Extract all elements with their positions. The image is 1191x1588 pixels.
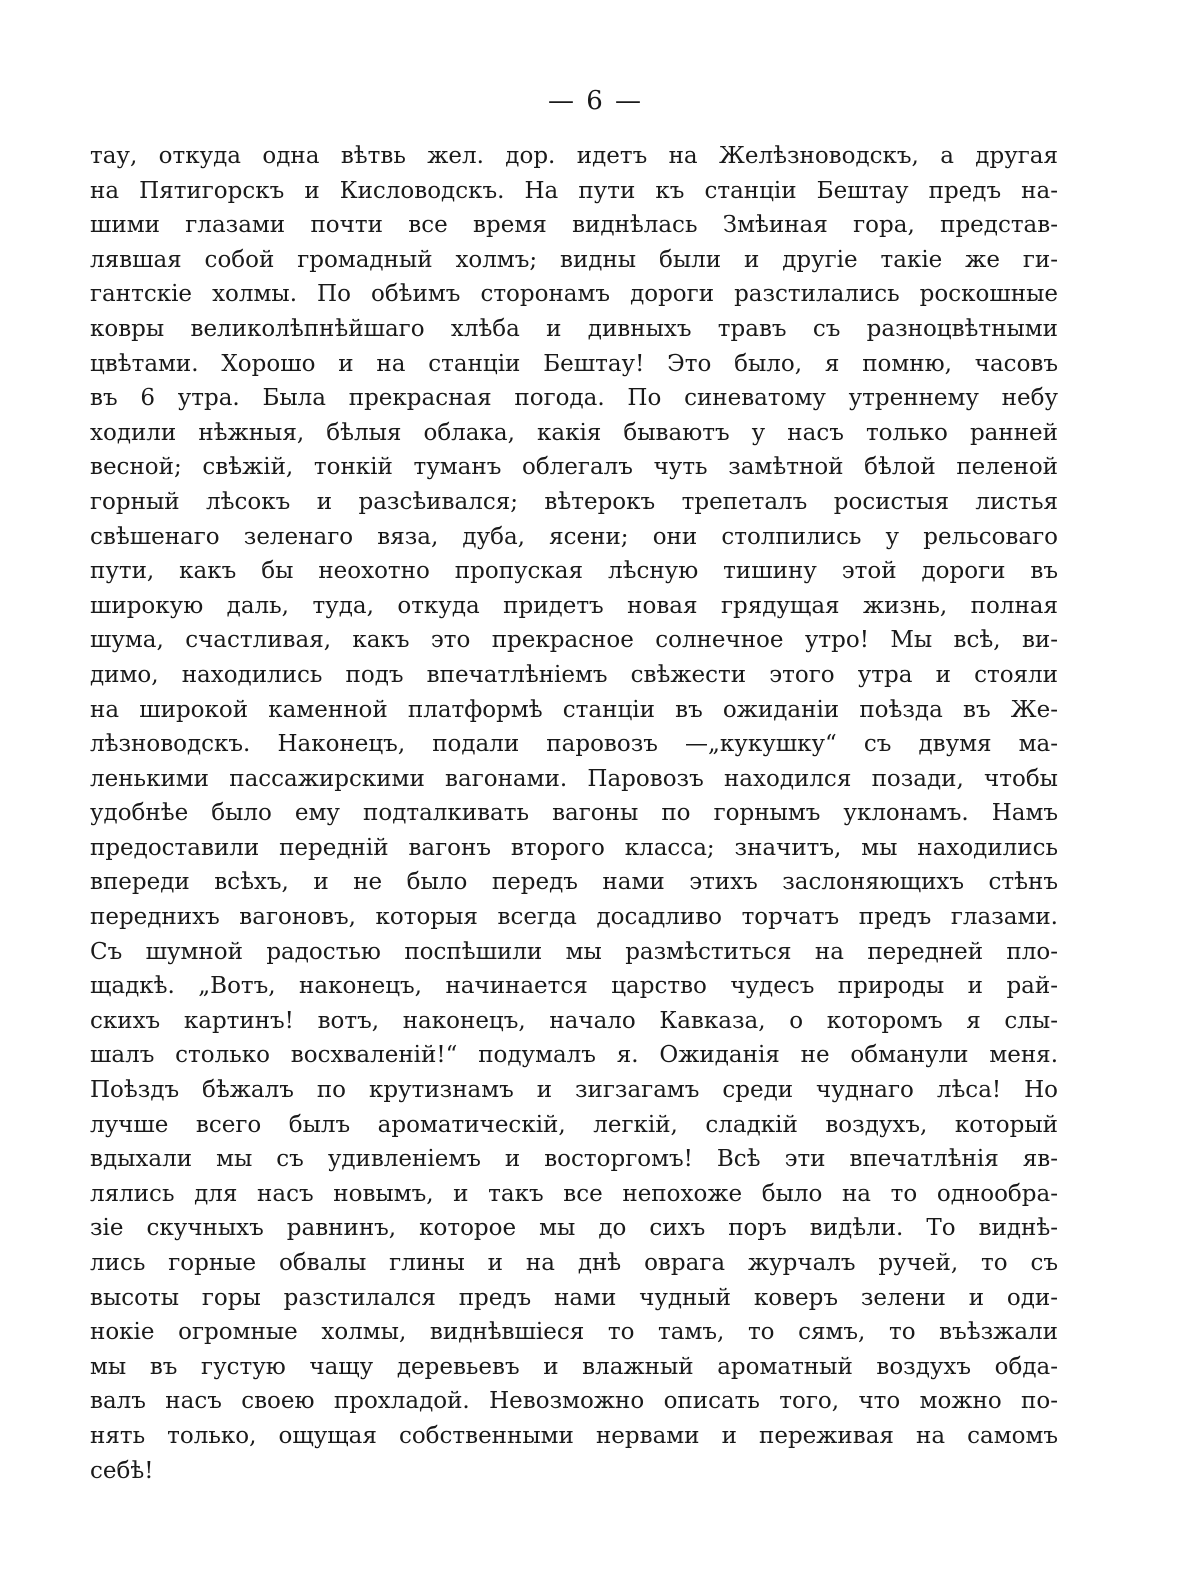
text-line: переднихъ вагоновъ, которыя всегда досадливо торчатъ предъ глазами. xyxy=(90,904,1058,931)
text-line: лись горные обвалы глины и на днѣ оврага журчалъ ручей, то съ xyxy=(90,1250,1058,1276)
text-line: широкую даль, туда, откуда придетъ новая грядущая жизнь, полная xyxy=(90,592,1058,619)
text-line: лялись для насъ новымъ, и такъ все непохоже было на то однообра- xyxy=(90,1180,1058,1207)
page-number: — 6 — xyxy=(547,86,644,116)
text-line: лучше всего былъ ароматическій, легкій, сладкій воздухъ, который xyxy=(90,1111,1058,1138)
text-line: вдыхали мы съ удивленіемъ и восторгомъ! Всѣ эти впечатлѣнія яв- xyxy=(90,1146,1058,1173)
text-line: тау, откуда одна вѣтвь жел. дор. идетъ на Желѣзноводскъ, а другая xyxy=(90,143,1058,169)
text-line: себѣ! xyxy=(90,1457,154,1484)
text-line: Поѣздъ бѣжалъ по крутизнамъ и зигзагамъ среди чуднаго лѣса! Но xyxy=(90,1077,1058,1104)
text-line: ленькими пассажирскими вагонами. Паровозъ находился позади, чтобы xyxy=(90,765,1058,792)
text-line: на Пятигорскъ и Кисловодскъ. На пути къ станціи Бештау предъ на- xyxy=(90,177,1058,204)
text-line: цвѣтами. Хорошо и на станціи Бештау! Это было, я помню, часовъ xyxy=(90,350,1058,377)
text-line: ковры великолѣпнѣйшаго хлѣба и дивныхъ травъ съ разноцвѣтными xyxy=(90,315,1058,342)
text-line: зіе скучныхъ равнинъ, которое мы до сихъ поръ видѣли. То виднѣ- xyxy=(90,1215,1058,1242)
text-line: димо, находились подъ впечатлѣніемъ свѣжести этого утра и стояли xyxy=(90,661,1058,688)
text-line: лѣзноводскъ. Наконецъ, подали паровозъ —„кукушку“ съ двумя ма- xyxy=(90,731,1058,758)
text-line: весной; свѣжій, тонкій туманъ облегалъ чуть замѣтной бѣлой пеленой xyxy=(90,454,1058,481)
text-line: нять только, ощущая собственными нервами и переживая на самомъ xyxy=(90,1422,1058,1449)
text-line: мы въ густую чащу деревьевъ и влажный ароматный воздухъ обда- xyxy=(90,1353,1058,1380)
text-line: шалъ столько восхваленій!“ подумалъ я. Ожиданія не обманули меня. xyxy=(90,1042,1058,1069)
text-line: ходили нѣжныя, бѣлыя облака, какія бываютъ у насъ только ранней xyxy=(90,419,1058,446)
text-line: шума, счастливая, какъ это прекрасное солнечное утро! Мы всѣ, ви- xyxy=(90,627,1058,654)
text-line: высоты горы разстилался предъ нами чудный коверъ зелени и оди- xyxy=(90,1284,1058,1311)
text-line: щадкѣ. „Вотъ, наконецъ, начинается царство чудесъ природы и рай- xyxy=(90,973,1058,1000)
text-line: въ 6 утра. Была прекрасная погода. По синеватому утреннему небу xyxy=(90,385,1058,412)
text-line: предоставили переднiй вагонъ второго класса; значитъ, мы находились xyxy=(90,834,1058,861)
text-line: шими глазами почти все время виднѣлась Змѣиная гора, представ- xyxy=(90,212,1058,239)
text-line: валъ насъ своею прохладой. Невозможно описать того, что можно по- xyxy=(90,1388,1058,1415)
text-line: Съ шумной радостью поспѣшили мы размѣститься на передней пло- xyxy=(90,938,1058,965)
text-line: впереди всѣхъ, и не было передъ нами этихъ заслоняющихъ стѣнъ xyxy=(90,869,1058,896)
text-line: лявшая собой громадный холмъ; видны были и другіе такіе же ги- xyxy=(90,246,1058,273)
text-line: нокіе огромные холмы, виднѣвшіеся то тамъ, то сямъ, то въѣзжали xyxy=(90,1319,1058,1346)
text-line: свѣшенаго зеленаго вяза, дуба, ясени; они столпились у рельсоваго xyxy=(90,523,1058,550)
text-line: пути, какъ бы неохотно пропуская лѣсную тишину этой дороги въ xyxy=(90,558,1058,585)
text-line: гантскіе холмы. По обѣимъ сторонамъ дороги разстилались роскошные xyxy=(90,281,1058,308)
text-line: удобнѣе было ему подталкивать вагоны по горнымъ уклонамъ. Намъ xyxy=(90,800,1058,827)
text-line: скихъ картинъ! вотъ, наконецъ, начало Кавказа, о которомъ я слы- xyxy=(90,1007,1058,1034)
body-text xyxy=(90,139,1058,1488)
text-line: горный лѣсокъ и разсѣивался; вѣтерокъ трепеталъ росистыя листья xyxy=(90,488,1058,515)
text-line: на широкой каменной платформѣ станціи въ ожиданіи поѣзда въ Же- xyxy=(90,696,1058,723)
